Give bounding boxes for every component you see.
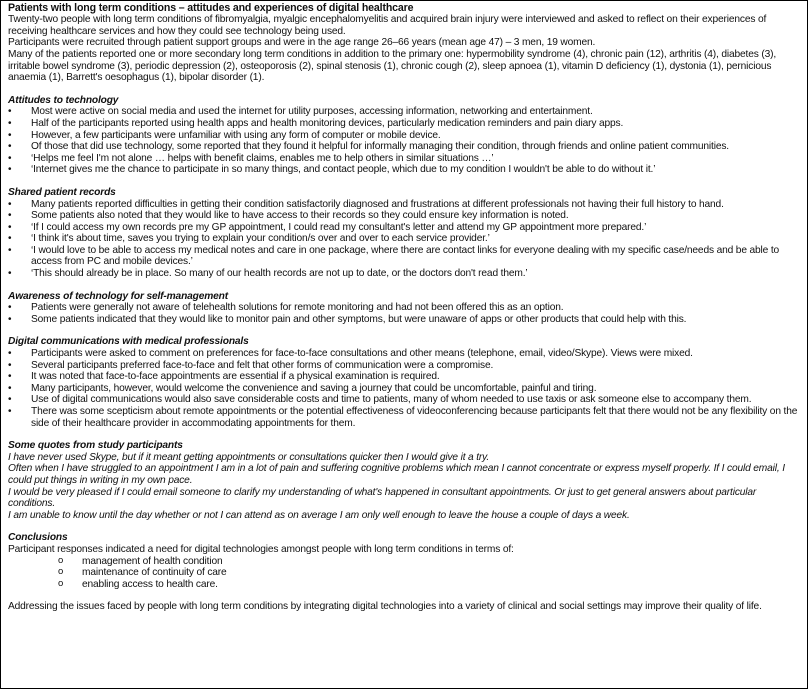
list-item: • Most were active on social media and used the internet for utility purposes, accessing information, networking and entertainment. (8, 106, 801, 118)
section-heading-awareness: Awareness of technology for self-management (8, 290, 228, 302)
list-item: • However, a few participants were unfamiliar with using any form of computer or mobile device. (8, 130, 801, 142)
list-item: • ‘Helps me feel I'm not alone … helps with benefit claims, enables me to help others in similar situations …’ (8, 153, 801, 165)
communications-list (8, 348, 801, 429)
conclusions-list (58, 556, 801, 591)
list-item: • Half of the participants reported using health apps and health monitoring devices, particularly medication reminders and pain diary apps. (8, 118, 801, 130)
list-item: • Use of digital communications would also save considerable costs and time to patients, many of whom needed to use taxis or ask someone else to accompany them. (8, 394, 801, 406)
list-item: • ‘Internet gives me the chance to participate in so many things, and contact people, which due to my condition I wouldn't be able to do without it.’ (8, 164, 801, 176)
list-item: o management of health condition (58, 556, 801, 568)
document-title: Patients with long term conditions – attitudes and experiences of digital healthcare (8, 2, 414, 14)
conclusions-lead: Participant responses indicated a need for digital technologies amongst people with long term conditions in terms of: (8, 543, 514, 555)
awareness-list (8, 302, 801, 325)
list-item: o enabling access to health care. (58, 579, 801, 591)
list-item: • It was noted that face-to-face appointments are essential if a physical examination is required. (8, 371, 801, 383)
list-item: • Of those that did use technology, some reported that they found it helpful for informally managing their condition, through friends and online patient communities. (8, 141, 801, 153)
list-item: • There was some scepticism about remote appointments or the potential effectiveness of videoconferencing because participants felt that there would not be any flexibility on the side of their healthcare provider in accommodating appointments for them. (8, 406, 801, 429)
section-heading-communications: Digital communications with medical professionals (8, 336, 249, 348)
closing-paragraph: Addressing the issues faced by people with long term conditions by integrating digital technologies into a variety of clinical and social settings may improve their quality of life. (8, 601, 762, 613)
list-item: • Many participants, however, would welcome the convenience and saving a journey that could be uncomfortable, painful and tiring. (8, 383, 801, 395)
list-item: • Participants were asked to comment on preferences for face-to-face consultations and other means (telephone, email, video/Skype). Views were mixed. (8, 348, 801, 360)
list-item: • ‘If I could access my own records pre my GP appointment, I could read my consultant's letter and attend my GP appointment more prepared.’ (8, 222, 801, 234)
list-item: • Several participants preferred face-to-face and felt that other forms of communication were a compromise. (8, 360, 801, 372)
list-item: o maintenance of continuity of care (58, 567, 801, 579)
attitudes-list (8, 106, 801, 176)
document-content (8, 2, 801, 613)
section-heading-quotes: Some quotes from study participants (8, 440, 183, 452)
list-item: • ‘I think it's about time, saves you trying to explain your condition/s over and over to each service provider.’ (8, 233, 801, 245)
intro-paragraph: Many of the patients reported one or more secondary long term conditions in addition to the primary one: hypermobility syndrome (4), chronic pain (12), arthritis (4), diabetes (3), irritable bowel syndrome (3), periodic depression (2), osteoporosis (2), spinal stenosis (1), chronic cough (2), sleep apnoea (1), vitamin D deficiency (1), dystonia (1), pernicious anaemia (1), Barrett's oesophagus (1), bipolar disorder (1). (8, 48, 777, 84)
list-item: • ‘I would love to be able to access my medical notes and care in one package, where there are contact links for everyone dealing with my specific case/needs and be able to access from PC and mobile devices.’ (8, 245, 801, 268)
list-item: • Many patients reported difficulties in getting their condition satisfactorily diagnosed and frustrations at different professionals not having their full history to hand. (8, 199, 801, 211)
participant-quote: I would be very pleased if I could email someone to clarify my understanding of what's happened in consultant appointments. Or just to get general answers about particular conditions. (8, 486, 757, 510)
intro-paragraph: Twenty-two people with long term conditions of fibromyalgia, myalgic encephalomyelitis and acquired brain injury were interviewed and asked to reflect on their experiences of receiving healthcare services and how they could see technology being used. (8, 14, 767, 37)
section-heading-conclusions: Conclusions (8, 532, 68, 544)
list-item: • ‘This should already be in place. So many of our health records are not up to date, or the doctors don't read them.’ (8, 268, 801, 280)
list-item: • Some patients also noted that they would like to have access to their records so they could ensure key information is noted. (8, 210, 801, 222)
list-item: • Patients were generally not aware of telehealth solutions for remote monitoring and had not been offered this as an option. (8, 302, 801, 314)
participant-quote: I have never used Skype, but if it meant getting appointments or consultations quicker then I would give it a try. (8, 451, 490, 463)
intro-paragraph: Participants were recruited through patient support groups and were in the age range 26–66 years (mean age 47) – 3 men, 19 women. (8, 37, 596, 49)
section-heading-attitudes: Attitudes to technology (8, 94, 119, 106)
records-list (8, 199, 801, 280)
participant-quote: I am unable to know until the day whether or not I can attend as on average I am only well enough to leave the house a couple of days a week. (8, 509, 630, 521)
list-item: • Some patients indicated that they would like to monitor pain and other symptoms, but were unaware of apps or other products that could help with this. (8, 314, 801, 326)
participant-quote: Often when I have struggled to an appointment I am in a lot of pain and suffering cognitive problems which mean I cannot concentrate or express myself properly. If I could email, I could put things in writing in my own pace. (8, 463, 785, 486)
section-heading-records: Shared patient records (8, 186, 116, 198)
